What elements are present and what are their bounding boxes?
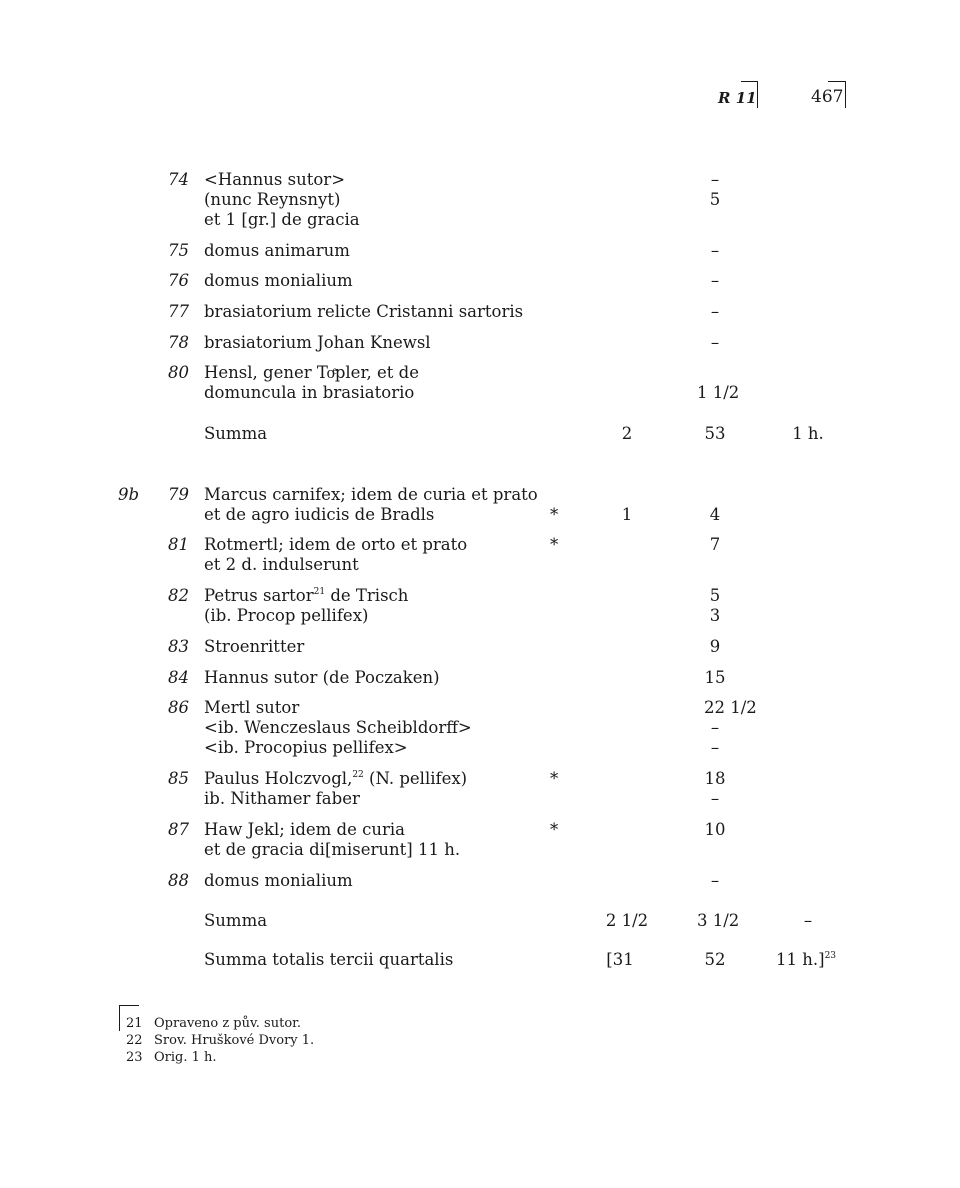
- entry-87: [0, 820, 960, 860]
- footnote-number: 22: [126, 1033, 143, 1048]
- entry-85: [0, 769, 960, 809]
- entry-text: <Hannus sutor>: [204, 170, 346, 189]
- value-col1: 2 1/2: [605, 911, 649, 930]
- entry-82: [0, 586, 960, 626]
- asterisk-mark: *: [550, 820, 559, 839]
- entry-text: domuncula in brasiatorio: [204, 383, 415, 402]
- value-col2: 3 1/2: [697, 911, 740, 930]
- entry-text: Stroenritter: [204, 637, 305, 656]
- asterisk-mark: *: [550, 769, 559, 788]
- footnote-number: 21: [126, 1016, 143, 1031]
- asterisk-mark: *: [550, 505, 559, 524]
- entry-text: Hensl, gener Toͤpler, et de: [204, 363, 419, 382]
- footnote-text: Orig. 1 h.: [154, 1050, 217, 1065]
- footnote-ref: 21: [313, 587, 326, 597]
- entry-number: 87: [168, 820, 189, 839]
- entry-86: [0, 698, 960, 758]
- value-col1: 1: [621, 505, 633, 524]
- value-col2: 5: [709, 586, 721, 605]
- footnote-ref: 22: [352, 770, 364, 780]
- page-number: 467: [811, 87, 844, 107]
- entry-76: [0, 271, 960, 291]
- value-col2: 9: [709, 637, 721, 656]
- entry-text: brasiatorium relicte Cristanni sartoris: [204, 302, 524, 321]
- value-col2: 52: [704, 950, 726, 969]
- entry-78: [0, 333, 960, 353]
- entry-text: (ib. Procop pellifex): [204, 606, 369, 625]
- summa-totalis-row: [0, 950, 960, 970]
- value-col2: –: [710, 271, 720, 290]
- value-col2: 10: [704, 820, 726, 839]
- value-col2: –: [710, 871, 720, 890]
- entry-text: domus monialium: [204, 271, 353, 290]
- entry-83: [0, 637, 960, 657]
- entry-74: [0, 170, 960, 230]
- entry-text: et 1 [gr.] de gracia: [204, 210, 360, 229]
- entry-84: [0, 668, 960, 688]
- corner-mark: [741, 81, 758, 108]
- entry-text: et de gracia di[miserunt] 11 h.: [204, 840, 461, 859]
- entry-text: Marcus carnifex; idem de curia et prato: [204, 485, 538, 504]
- summa-totalis-label: Summa totalis tercii quartalis: [204, 950, 454, 969]
- summa-row: [0, 424, 960, 444]
- entry-text: Haw Jekl; idem de curia: [204, 820, 405, 839]
- value-col2: –: [710, 170, 720, 189]
- entry-text: brasiatorium Johan Knewsl: [204, 333, 431, 352]
- entry-text: <ib. Procopius pellifex>: [204, 738, 408, 757]
- entry-text: Hannus sutor (de Poczaken): [204, 668, 440, 687]
- value-col3: 1 h.: [792, 424, 824, 443]
- entry-number: 78: [168, 333, 189, 352]
- entry-number: 74: [168, 170, 189, 189]
- value-col2: –: [710, 738, 720, 757]
- value-col2: –: [710, 241, 720, 260]
- entry-number: 79: [168, 485, 189, 504]
- value-col2: 3: [709, 606, 721, 625]
- entry-text: <ib. Wenczeslaus Scheibldorff>: [204, 718, 472, 737]
- entry-number: 82: [168, 586, 189, 605]
- entry-number: 88: [168, 871, 189, 890]
- entry-text: Petrus sartor$^{21}$ de Trisch: [204, 586, 409, 605]
- entry-text: domus monialium: [204, 871, 353, 890]
- entry-number: 84: [168, 668, 189, 687]
- entry-number: 80: [168, 363, 189, 382]
- entry-text: (nunc Reynsnyt): [204, 190, 341, 209]
- entry-text: ib. Nithamer faber: [204, 789, 360, 808]
- value-col3: –: [803, 911, 813, 930]
- value-col2: 53: [704, 424, 726, 443]
- footnote-text: Opraveno z pův. sutor.: [154, 1016, 302, 1031]
- entry-75: [0, 241, 960, 261]
- entry-88: [0, 871, 960, 891]
- footnote-text: Srov. Hruškové Dvory 1.: [154, 1033, 315, 1048]
- running-header-code: R 11: [718, 89, 757, 107]
- footnote-number: 23: [126, 1050, 143, 1065]
- entry-number: 85: [168, 769, 189, 788]
- value-col1: [31: [606, 950, 634, 969]
- value-col1: 2: [621, 424, 633, 443]
- entry-text: domus animarum: [204, 241, 350, 260]
- asterisk-mark: *: [550, 535, 559, 554]
- value-col2: –: [710, 718, 720, 737]
- value-col2: 18: [704, 769, 726, 788]
- section-marker: 9b: [118, 485, 140, 504]
- entry-80: [0, 363, 960, 403]
- value-col2: –: [710, 789, 720, 808]
- entry-text: Rotmertl; idem de orto et prato: [204, 535, 468, 554]
- corner-mark: [828, 81, 846, 108]
- value-col2: 7: [709, 535, 721, 554]
- entry-text: Paulus Holczvogl,$^{22}$ (N. pellifex): [204, 769, 468, 788]
- entry-81: [0, 535, 960, 575]
- footnote-ref: 23: [824, 951, 837, 961]
- value-col2: 1 1/2: [697, 383, 740, 402]
- summa-label: Summa: [204, 911, 268, 930]
- entry-text: et 2 d. indulserunt: [204, 555, 359, 574]
- summa-label: Summa: [204, 424, 268, 443]
- entry-number: 81: [168, 535, 189, 554]
- value-col2: 22 1/2: [704, 698, 757, 717]
- entry-number: 86: [168, 698, 189, 717]
- value-col2: 15: [704, 668, 726, 687]
- value-col2: –: [710, 333, 720, 352]
- entry-number: 77: [168, 302, 189, 321]
- entry-77: [0, 302, 960, 322]
- value-col2: 4: [709, 505, 721, 524]
- entry-number: 76: [168, 271, 189, 290]
- entry-text: Mertl sutor: [204, 698, 300, 717]
- value-col2: 5: [709, 190, 721, 209]
- entry-number: 75: [168, 241, 189, 260]
- entry-79: [0, 485, 960, 525]
- entry-text: et de agro iudicis de Bradls: [204, 505, 435, 524]
- value-col2: –: [710, 302, 720, 321]
- value-col3: 11 h.]$^{23}$: [776, 950, 837, 969]
- summa-row: [0, 911, 960, 931]
- entry-number: 83: [168, 637, 189, 656]
